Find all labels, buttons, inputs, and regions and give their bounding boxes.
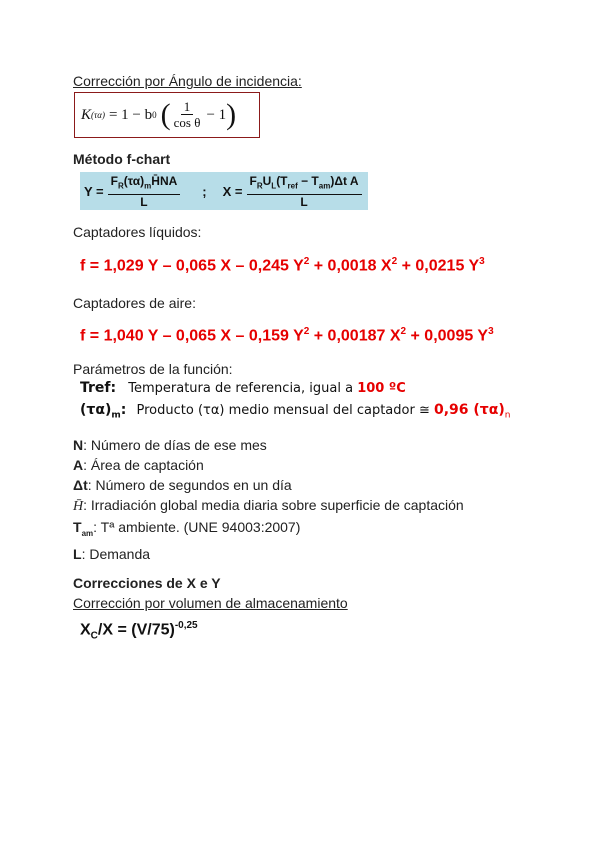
definition-n: N: Número de días de ese mes	[73, 437, 267, 453]
fchart-formula-box	[80, 172, 368, 210]
xc-formula: $X_C/X = (V/75)^{-0,25}$	[80, 620, 198, 642]
k-tail: − 1	[206, 106, 227, 123]
k-subscript: (τα)	[91, 110, 105, 120]
k-numerator: 1	[181, 100, 194, 115]
y-fraction	[108, 173, 181, 209]
y-lhs: Y =	[84, 183, 104, 199]
x-denominator: L	[300, 195, 308, 210]
paren-close: )	[226, 98, 237, 131]
k-middle: = 1 − b	[108, 106, 153, 123]
param-tref: Tref: Temperatura de referencia, igual a 100 ºC	[80, 380, 406, 396]
paren-open: (	[160, 98, 171, 131]
k-formula-box	[74, 92, 260, 138]
equation-liquidos: f = 1,029 Y – 0,065 X – 0,245 $Y^2 + 0,0018$ $X^2 + 0,0215$ $Y^3$	[80, 256, 485, 275]
heading-correcciones: Correcciones de X e Y	[73, 575, 221, 591]
liquidos-label: Captadores líquidos:	[73, 224, 202, 240]
param-tau-alpha: $(\tau\alpha)_m$: Producto (τα) medio mensual del captador ≅ 0,96 $(\tau\alpha)_n$	[80, 402, 511, 421]
x-fraction	[247, 173, 362, 209]
x-lhs: X =	[222, 183, 243, 199]
k-denominator: cos θ	[173, 115, 201, 130]
y-denominator: L	[140, 195, 148, 210]
heading-volumen: Corrección por volumen de almacenamiento	[73, 595, 348, 611]
parametros-label: Parámetros de la función:	[73, 361, 233, 377]
x-numerator: $F_RU_L(T_{ref} - T_{am})\Delta t$ A	[247, 173, 362, 195]
k-fraction	[171, 100, 204, 130]
heading-fchart: Método f-chart	[73, 151, 171, 167]
b-subscript: 0	[152, 110, 157, 120]
definition-tam: $T_{am}$: Tª ambiente. (UNE 94003:2007)	[73, 519, 301, 538]
equation-aire: f = 1,040 Y – 0,065 X – 0,159 $Y^2 + 0,00187$ $X^2 + 0,0095$ $Y^3$	[80, 326, 494, 345]
aire-label: Captadores de aire:	[73, 295, 196, 311]
definitions-list	[73, 435, 464, 564]
k-symbol: K	[81, 106, 92, 123]
definition-delta-t: Δt: Número de segundos en un día	[73, 477, 292, 493]
definition-h: H̄: Irradiación global media diaria sobre superficie de captación	[73, 497, 464, 514]
formula-separator: ;	[202, 183, 207, 199]
definition-l: L: Demanda	[73, 545, 151, 562]
heading-angle-correction: Corrección por Ángulo de incidencia:	[73, 73, 302, 89]
definition-a: A: Área de captación	[73, 457, 204, 473]
y-numerator: $F_R(\tau\alpha)_mH̄NA$	[108, 173, 181, 195]
